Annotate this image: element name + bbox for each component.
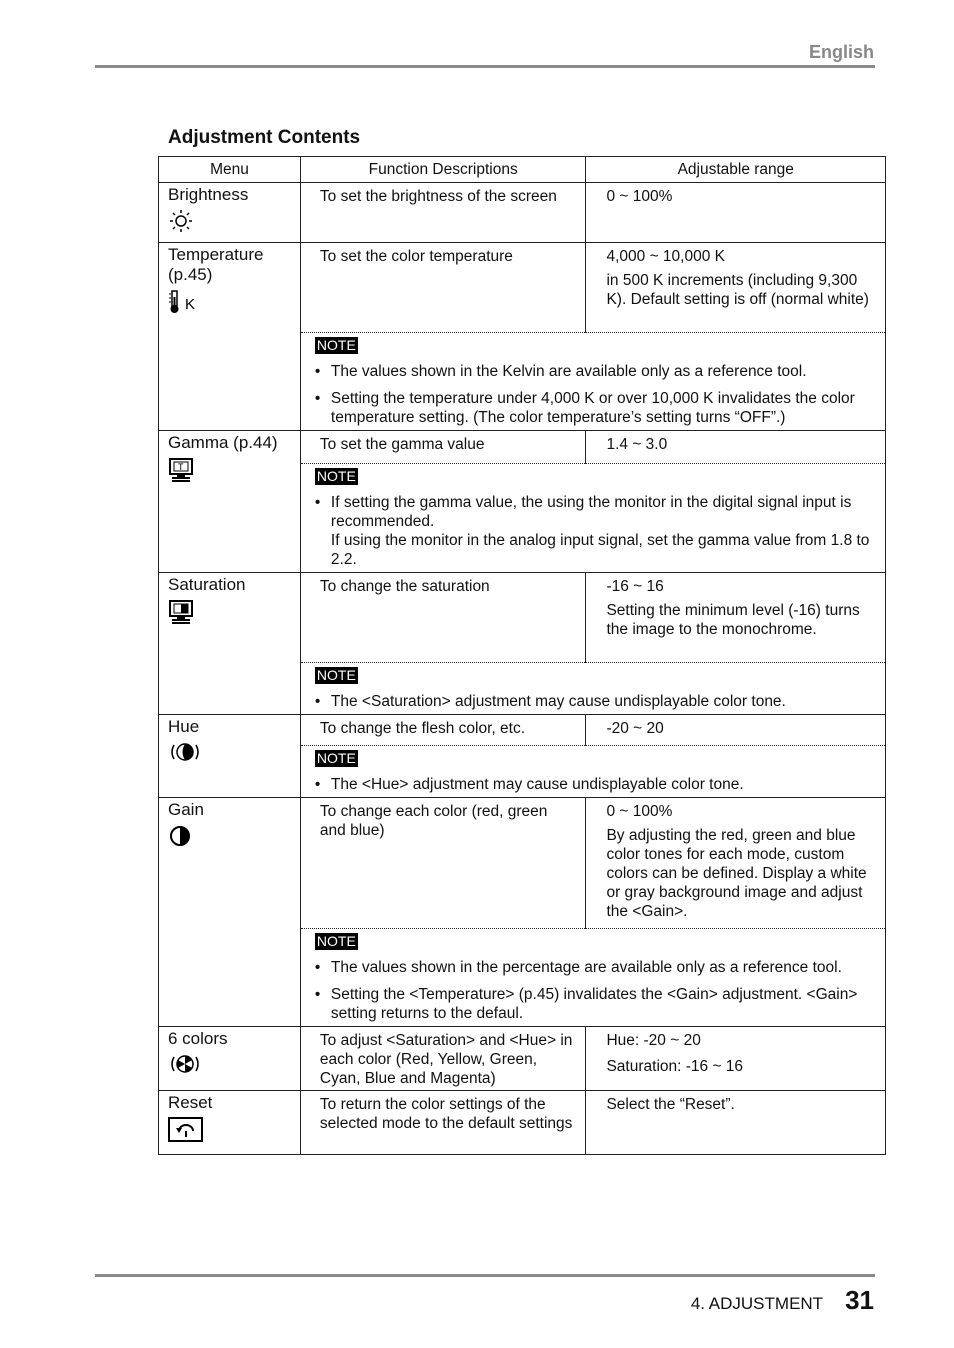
function-cell: To change each color (red, green and blue) xyxy=(300,798,586,929)
function-cell: To set the brightness of the screen xyxy=(300,183,586,243)
gain-icon xyxy=(168,824,194,848)
menu-cell xyxy=(159,183,301,243)
temperature-icon xyxy=(168,289,200,315)
section-title: Adjustment Contents xyxy=(168,127,361,148)
table-row xyxy=(159,1027,886,1091)
table-row xyxy=(159,243,886,333)
range-cell xyxy=(586,243,886,333)
col-header-range: Adjustable range xyxy=(586,157,886,183)
menu-gamma: Gamma (p.44) xyxy=(168,433,278,452)
function-cell: To return the color settings of the selected mode to the default settings xyxy=(300,1091,586,1155)
note-item: • If setting the gamma value, the using the monitor in the digital signal input is recommended. If using the monitor in the analog input signal, set the gamma value from 1.8 to 2.2. xyxy=(314,494,870,568)
range-cell xyxy=(586,431,886,464)
menu-cell xyxy=(159,715,301,798)
col-header-menu: Menu xyxy=(159,157,301,183)
range-cell xyxy=(586,1091,886,1155)
six-colors-icon xyxy=(168,1053,202,1075)
range-cell xyxy=(586,183,886,243)
brightness-icon xyxy=(168,209,194,233)
adjustment-table xyxy=(158,156,886,1155)
page-number: 31 xyxy=(845,1285,874,1315)
table-row xyxy=(159,798,886,929)
range-cell xyxy=(586,715,886,746)
menu-hue: Hue xyxy=(168,717,200,736)
note-item: • Setting the temperature under 4,000 K or over 10,000 K invalidates the color temperature setting. (The color temperature’s setting turns “OFF”.) xyxy=(314,390,855,426)
range-text: 0 ~ 100% xyxy=(606,188,673,205)
header-rule xyxy=(95,65,875,68)
note-cell xyxy=(300,663,885,715)
range-text: 1.4 ~ 3.0 xyxy=(606,436,668,453)
range-cell xyxy=(586,798,886,929)
note-tag: NOTE xyxy=(316,468,356,484)
note-tag: NOTE xyxy=(316,750,356,766)
menu-cell xyxy=(159,573,301,715)
note-item: • The values shown in the percentage are available only as a reference tool. xyxy=(314,959,842,976)
chapter-label: 4. ADJUSTMENT xyxy=(690,1294,824,1313)
svg-text:T: T xyxy=(178,462,184,472)
page-footer xyxy=(691,1285,874,1316)
language-label: English xyxy=(808,42,874,62)
menu-brightness: Brightness xyxy=(168,185,249,204)
reset-icon xyxy=(168,1117,204,1143)
range-text: Saturation: -16 ~ 16 xyxy=(606,1058,744,1075)
function-cell: To change the saturation xyxy=(300,573,586,663)
note-item: • Setting the <Temperature> (p.45) invalidates the <Gain> adjustment. <Gain> setting returns to the defaul. xyxy=(314,986,858,1022)
function-cell: To adjust <Saturation> and <Hue> in each color (Red, Yellow, Green, Cyan, Blue and Magenta) xyxy=(300,1027,586,1091)
table-row xyxy=(159,183,886,243)
range-text: Select the “Reset”. xyxy=(606,1096,735,1113)
footer-rule xyxy=(95,1274,875,1277)
menu-gain: Gain xyxy=(168,800,204,819)
table-row xyxy=(159,431,886,464)
function-cell: To set the color temperature xyxy=(300,243,586,333)
gamma-monitor-icon xyxy=(168,457,196,483)
range-text: 0 ~ 100% xyxy=(606,803,673,820)
table-row xyxy=(159,1091,886,1155)
svg-text:K: K xyxy=(185,296,196,313)
range-text: Hue: -20 ~ 20 xyxy=(606,1032,701,1049)
note-cell xyxy=(300,333,885,431)
table-header-row xyxy=(159,157,886,183)
menu-temperature: Temperature (p.45) xyxy=(168,245,264,284)
hue-icon xyxy=(168,741,202,763)
range-text: -16 ~ 16 xyxy=(606,578,664,595)
menu-cell xyxy=(159,431,301,573)
note-tag: NOTE xyxy=(316,933,356,949)
menu-saturation: Saturation xyxy=(168,575,246,594)
table-row xyxy=(159,715,886,746)
range-text: -20 ~ 20 xyxy=(606,720,664,737)
col-header-function: Function Descriptions xyxy=(300,157,586,183)
range-text: Setting the minimum level (-16) turns the image to the monochrome. xyxy=(606,602,860,638)
menu-reset: Reset xyxy=(168,1093,213,1112)
saturation-monitor-icon xyxy=(168,599,196,625)
menu-six-colors: 6 colors xyxy=(168,1029,228,1048)
note-tag: NOTE xyxy=(316,667,356,683)
menu-cell xyxy=(159,798,301,1027)
function-cell: To set the gamma value xyxy=(300,431,586,464)
menu-cell xyxy=(159,243,301,431)
range-cell xyxy=(586,1027,886,1091)
range-text: By adjusting the red, green and blue color tones for each mode, custom colors can be defined. Display a white or gray background image and adjust the <Gain>. xyxy=(606,827,867,920)
note-cell xyxy=(300,929,885,1027)
range-cell xyxy=(586,573,886,663)
note-item: • The values shown in the Kelvin are available only as a reference tool. xyxy=(314,363,807,380)
note-cell xyxy=(300,746,885,798)
note-item: • The <Saturation> adjustment may cause undisplayable color tone. xyxy=(314,693,786,710)
menu-cell xyxy=(159,1027,301,1091)
menu-cell xyxy=(159,1091,301,1155)
function-cell: To change the flesh color, etc. xyxy=(300,715,586,746)
note-tag: NOTE xyxy=(316,337,356,353)
note-cell xyxy=(300,464,885,573)
note-item: • The <Hue> adjustment may cause undisplayable color tone. xyxy=(314,776,744,793)
table-row xyxy=(159,573,886,663)
range-text: in 500 K increments (including 9,300 K). Default setting is off (normal white) xyxy=(606,272,869,308)
range-text: 4,000 ~ 10,000 K xyxy=(606,248,725,265)
